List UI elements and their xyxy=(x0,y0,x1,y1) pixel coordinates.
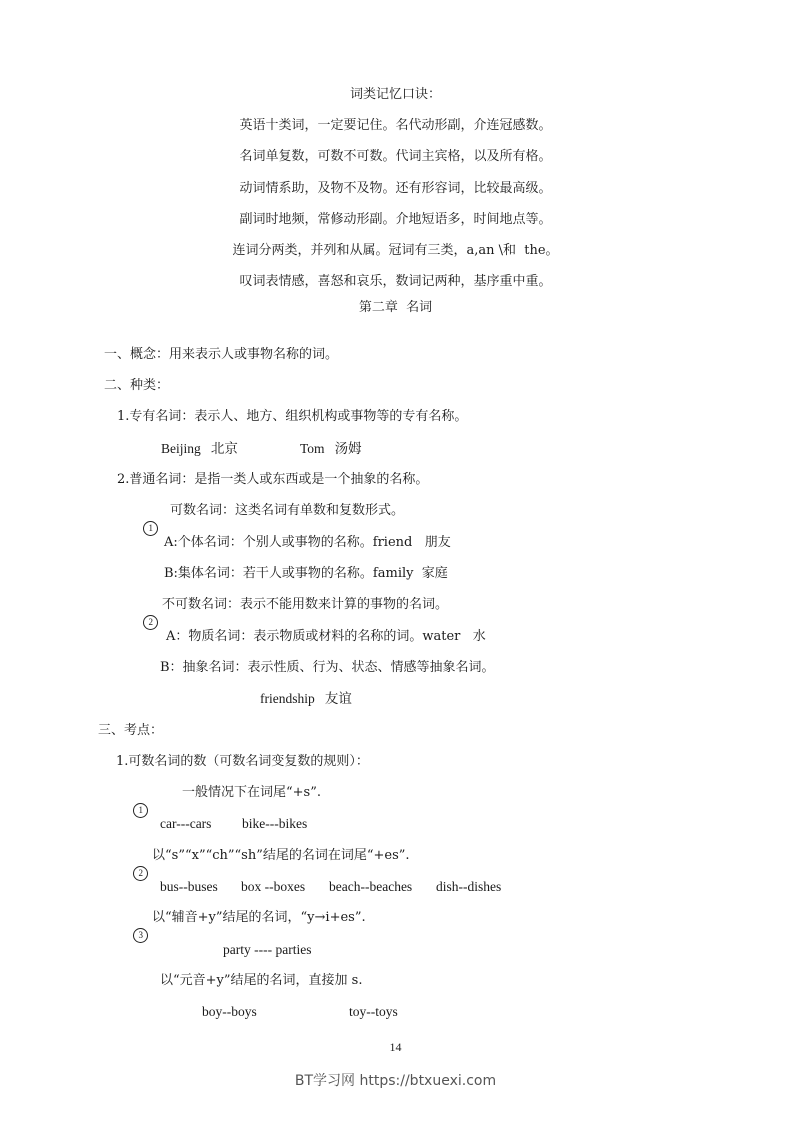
page-number: 14 xyxy=(389,1040,402,1054)
uncountable-noun-item xyxy=(135,596,158,632)
common-noun-definition: 2.普通名词：是指一类人或东西或是一个抽象的名称。 xyxy=(117,472,429,487)
countable-noun-item xyxy=(135,502,158,538)
rule-text: 以“辅音+y”结尾的名词，“y→i+es”. xyxy=(152,910,366,925)
plural-rules-title: 1.可数名词的数（可数名词变复数的规则）： xyxy=(116,754,369,769)
rule-item xyxy=(125,847,148,883)
rule-example: beach--beaches xyxy=(329,879,413,894)
circled-number-marker: 1 xyxy=(133,803,148,818)
proper-noun-definition: 1.专有名词：表示人、地方、组织机构或事物等的专有名称。 xyxy=(117,409,468,424)
uncountable-noun-definition: 不可数名词：表示不能用数来计算的事物的名词。 xyxy=(162,597,449,612)
section-key-points-heading: 三、考点： xyxy=(98,723,164,738)
rule-example: box --boxes xyxy=(241,879,306,894)
abstract-noun-line: B：抽象名词：表示性质、行为、状态、情感等抽象名词。 xyxy=(160,660,495,675)
mnemonic-title: 词类记忆口诀： xyxy=(349,87,441,102)
material-noun-line: A：物质名词：表示物质或材料的名称的词。water 水 xyxy=(166,629,486,644)
rule-example: party ---- parties xyxy=(223,942,312,957)
circled-number-marker: 3 xyxy=(133,928,148,943)
rule-example: car---cars xyxy=(160,816,212,831)
countable-noun-definition: 可数名词：这类名词有单数和复数形式。 xyxy=(170,503,405,518)
mnemonic-line: 副词时地频，常修动形副。介地短语多，时间地点等。 xyxy=(239,212,552,227)
mnemonic-line: 英语十类词，一定要记住。名代动形副，介连冠感数。 xyxy=(239,118,552,133)
mnemonic-line: 名词单复数，可数不可数。代词主宾格，以及所有格。 xyxy=(239,149,552,164)
proper-noun-example: Tom 汤姆 xyxy=(300,441,362,456)
circled-number-marker: 2 xyxy=(133,866,148,881)
rule-text: 以“s”“x”“ch”“sh”结尾的名词在词尾“+es”. xyxy=(152,848,410,863)
rule-item xyxy=(125,909,148,945)
rule-item xyxy=(125,784,148,820)
vowel-y-example: toy--toys xyxy=(349,1004,398,1019)
mnemonic-line: 动词情系助，及物不及物。还有形容词，比较最高级。 xyxy=(239,181,552,196)
section-concept-heading: 一、概念：用来表示人或事物名称的词。 xyxy=(104,347,339,362)
collective-noun-line: B:集体名词：若干人或事物的名称。family 家庭 xyxy=(164,566,448,581)
rule-example: bike---bikes xyxy=(242,816,308,831)
mnemonic-line: 叹词表情感，喜怒和哀乐，数词记两种，基序重中重。 xyxy=(239,274,552,289)
proper-noun-example: Beijing 北京 xyxy=(161,441,238,456)
abstract-noun-example: friendship 友谊 xyxy=(260,691,352,706)
chapter-title: 第二章 名词 xyxy=(358,300,433,315)
individual-noun-line: A:个体名词：个别人或事物的名称。friend 朋友 xyxy=(164,535,451,550)
section-types-heading: 二、种类： xyxy=(104,378,170,393)
rule-example: dish--dishes xyxy=(436,879,502,894)
circled-number-marker: 2 xyxy=(143,615,158,630)
watermark-footer: BT学习网 https://btxuexi.com xyxy=(294,1073,497,1089)
mnemonic-line: 连词分两类，并列和从属。冠词有三类，a,an \和 the。 xyxy=(232,243,559,258)
rule-text: 一般情况下在词尾“+s”. xyxy=(182,785,321,800)
rule-example: bus--buses xyxy=(160,879,218,894)
vowel-y-example: boy--boys xyxy=(202,1004,257,1019)
circled-number-marker: 1 xyxy=(143,521,158,536)
vowel-y-rule-text: 以“元音+y”结尾的名词，直接加 s. xyxy=(160,973,363,988)
